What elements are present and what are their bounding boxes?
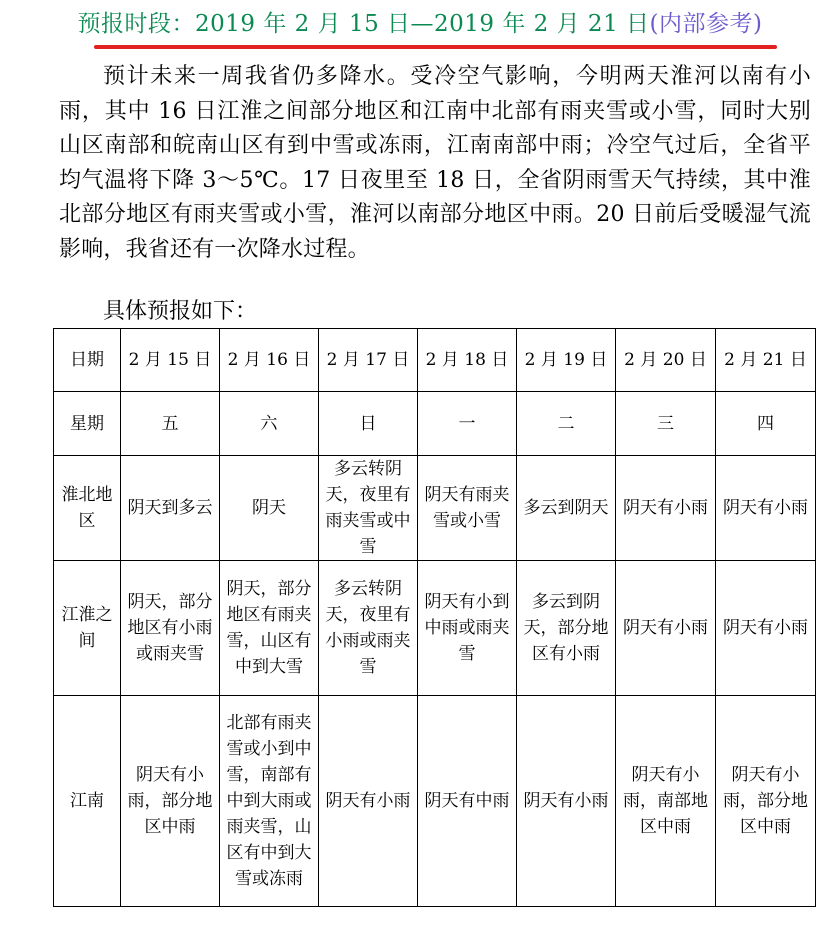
table-cell-date: 2 月 17 日 — [319, 329, 418, 392]
table-cell-forecast: 阴天有小到中雨或雨夹雪 — [418, 561, 517, 696]
table-cell-forecast: 阴天有小雨 — [616, 561, 716, 696]
table-cell-weekday: 五 — [121, 392, 220, 456]
table-cell-forecast: 阴天有小雨 — [716, 561, 816, 696]
table-cell-weekday: 二 — [517, 392, 616, 456]
table-row-region — [54, 561, 816, 696]
table-cell-forecast: 阴天有小雨，南部地区中雨 — [616, 696, 716, 907]
table-cell-weekday: 四 — [716, 392, 816, 456]
table-cell-date: 2 月 20 日 — [616, 329, 716, 392]
weekday-row-header: 星期 — [54, 392, 121, 456]
table-cell-weekday: 六 — [220, 392, 319, 456]
region-name-huaibei: 淮北地区 — [54, 456, 121, 561]
table-row-weekdays — [54, 392, 816, 456]
region-name-jiangnan: 江南 — [54, 696, 121, 907]
table-cell-forecast: 阴天有中雨 — [418, 696, 517, 907]
table-cell-forecast: 阴天到多云 — [121, 456, 220, 561]
table-cell-forecast: 阴天有小雨 — [319, 696, 418, 907]
table-cell-date: 2 月 18 日 — [418, 329, 517, 392]
table-cell-weekday: 一 — [418, 392, 517, 456]
table-cell-forecast: 阴天有小雨 — [517, 696, 616, 907]
table-cell-forecast: 多云到阴天，部分地区有小雨 — [517, 561, 616, 696]
region-name-jianghuai: 江淮之间 — [54, 561, 121, 696]
table-row-region — [54, 456, 816, 561]
table-cell-forecast: 多云到阴天 — [517, 456, 616, 561]
table-cell-forecast: 阴天，部分地区有小雨或雨夹雪 — [121, 561, 220, 696]
table-cell-forecast: 阴天 — [220, 456, 319, 561]
table-cell-date: 2 月 16 日 — [220, 329, 319, 392]
table-cell-forecast: 北部有雨夹雪或小到中雪，南部有中到大雨或雨夹雪，山区有中到大雪或冻雨 — [220, 696, 319, 907]
table-cell-date: 2 月 21 日 — [716, 329, 816, 392]
table-cell-forecast: 阴天，部分地区有雨夹雪，山区有中到大雪 — [220, 561, 319, 696]
table-row-region — [54, 696, 816, 907]
table-cell-date: 2 月 19 日 — [517, 329, 616, 392]
internal-reference-note: (内部参考) — [649, 11, 763, 37]
forecast-intro-line: 具体预报如下： — [103, 299, 258, 324]
table-cell-forecast: 阴天有小雨，部分地区中雨 — [716, 696, 816, 907]
header-underline — [94, 45, 777, 49]
table-cell-forecast: 阴天有小雨 — [716, 456, 816, 561]
table-cell-forecast: 多云转阴天，夜里有雨夹雪或中雪 — [319, 456, 418, 561]
forecast-period-text: 预报时段：2019 年 2 月 15 日—2019 年 2 月 21 日 — [77, 11, 650, 37]
table-cell-forecast: 阴天有小雨，部分地区中雨 — [121, 696, 220, 907]
table-cell-weekday: 日 — [319, 392, 418, 456]
forecast-period-title — [0, 8, 840, 40]
forecast-table — [53, 328, 816, 907]
table-cell-weekday: 三 — [616, 392, 716, 456]
table-cell-forecast: 阴天有小雨 — [616, 456, 716, 561]
table-cell-date: 2 月 15 日 — [121, 329, 220, 392]
table-cell-forecast: 阴天有雨夹雪或小雪 — [418, 456, 517, 561]
table-row-dates — [54, 329, 816, 392]
date-row-header: 日期 — [54, 329, 121, 392]
table-cell-forecast: 多云转阴天，夜里有小雨或雨夹雪 — [319, 561, 418, 696]
forecast-summary-paragraph: 预计未来一周我省仍多降水。受冷空气影响，今明两天淮河以南有小雨，其中 16 日江淮之间部分地区和江南中北部有雨夹雪或小雪，同时大别山区南部和皖南山区有到中雪或冻雨，江南南部中雨；冷空气过后，全省平均气温将下降 3～5℃。17 日夜里至 18 日，全省阴雨雪天气持续，其中淮北部分地区有雨夹雪或小雪，淮河以南部分地区中雨。20 日前后受暖湿气流影响，我省还有一次降水过程。 — [59, 64, 811, 262]
